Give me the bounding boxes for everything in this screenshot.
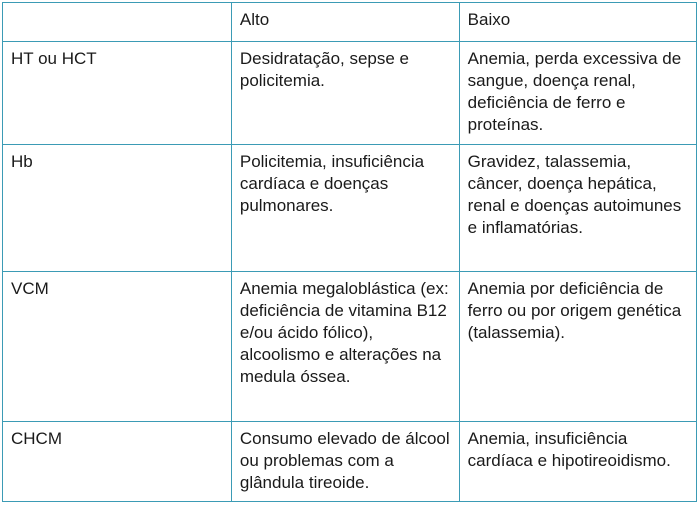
alto-cell: Policitemia, insuficiência cardíaca e doenças pulmonares. <box>231 145 459 272</box>
row-label: VCM <box>3 272 232 422</box>
alto-cell: Consumo elevado de álcool ou problemas com a glândula tireoide. <box>231 422 459 502</box>
header-baixo: Baixo <box>459 3 696 42</box>
alto-cell: Desidratação, sepse e policitemia. <box>231 42 459 145</box>
header-alto: Alto <box>231 3 459 42</box>
header-row <box>3 3 697 42</box>
baixo-cell: Gravidez, talassemia, câncer, doença hepática, renal e doenças autoimunes e inflamatórias. <box>459 145 696 272</box>
row-label: HT ou HCT <box>3 42 232 145</box>
baixo-cell: Anemia, perda excessiva de sangue, doença renal, deficiência de ferro e proteínas. <box>459 42 696 145</box>
table-row <box>3 422 697 502</box>
table-row <box>3 42 697 145</box>
row-label: CHCM <box>3 422 232 502</box>
table-row <box>3 272 697 422</box>
alto-cell: Anemia megaloblástica (ex: deficiência de vitamina B12 e/ou ácido fólico), alcoolismo e alterações na medula óssea. <box>231 272 459 422</box>
reference-table <box>2 2 697 502</box>
baixo-cell: Anemia, insuficiência cardíaca e hipotireoidismo. <box>459 422 696 502</box>
header-blank-cell <box>3 3 232 42</box>
baixo-cell: Anemia por deficiência de ferro ou por origem genética (talassemia). <box>459 272 696 422</box>
row-label: Hb <box>3 145 232 272</box>
table-row <box>3 145 697 272</box>
